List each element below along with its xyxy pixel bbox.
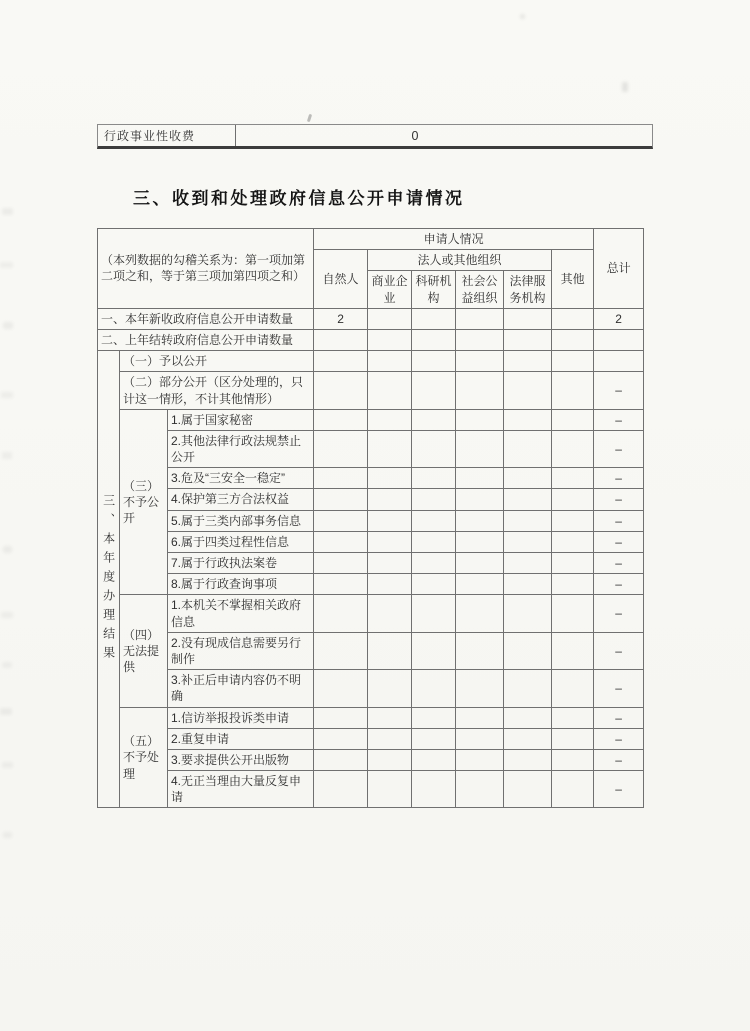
value-cell xyxy=(552,595,594,632)
row-label: 3.要求提供公开出版物 xyxy=(168,749,314,770)
value-cell xyxy=(456,372,504,409)
value-cell xyxy=(412,468,456,489)
value-cell xyxy=(368,329,412,350)
value-cell xyxy=(456,409,504,430)
header-other: 其他 xyxy=(552,250,594,309)
value-cell xyxy=(456,670,504,707)
row-label: 2.没有现成信息需要另行制作 xyxy=(168,632,314,669)
value-cell xyxy=(456,553,504,574)
value-cell xyxy=(368,510,412,531)
value-cell xyxy=(504,372,552,409)
value-cell xyxy=(314,553,368,574)
row-notprocessed-4 xyxy=(98,771,644,808)
value-cell xyxy=(314,749,368,770)
value-cell xyxy=(552,632,594,669)
value-cell xyxy=(368,409,412,430)
value-cell xyxy=(504,308,552,329)
value-cell xyxy=(368,595,412,632)
value-cell xyxy=(412,632,456,669)
fee-row-value: 0 xyxy=(411,128,419,143)
value-cell xyxy=(456,351,504,372)
value-cell xyxy=(552,329,594,350)
value-cell xyxy=(368,553,412,574)
fee-row-label: 行政事业性收费 xyxy=(98,125,236,146)
value-cell xyxy=(412,553,456,574)
value-cell xyxy=(504,749,552,770)
value-cell xyxy=(552,308,594,329)
value-cell xyxy=(552,409,594,430)
value-cell xyxy=(552,553,594,574)
total-cell xyxy=(594,329,644,350)
total-cell: – xyxy=(594,409,644,430)
table-note: （本列数据的勾稽关系为：第一项加第二项之和，等于第三项加第四项之和） xyxy=(98,229,314,309)
value-cell xyxy=(368,771,412,808)
group-label-denied: （三）不予公开 xyxy=(120,409,168,595)
row-label: 3.危及“三安全一稳定” xyxy=(168,468,314,489)
row-label: 2.其他法律行政法规禁止公开 xyxy=(168,430,314,467)
value-cell xyxy=(504,670,552,707)
scan-artifact xyxy=(307,114,312,123)
value-cell xyxy=(456,531,504,552)
row-notprocessed-2 xyxy=(98,728,644,749)
row-label: 5.属于三类内部事务信息 xyxy=(168,510,314,531)
value-cell xyxy=(504,489,552,510)
value-cell xyxy=(552,531,594,552)
row-denied-8 xyxy=(98,574,644,595)
row-denied-6 xyxy=(98,531,644,552)
value-cell xyxy=(368,351,412,372)
value-cell xyxy=(412,531,456,552)
value-cell xyxy=(456,749,504,770)
value-cell xyxy=(504,329,552,350)
scan-artifact xyxy=(1,392,13,398)
value-cell xyxy=(412,728,456,749)
value-cell xyxy=(412,595,456,632)
value-cell xyxy=(552,510,594,531)
scan-artifact xyxy=(520,14,525,19)
scan-artifact xyxy=(622,82,628,92)
total-cell xyxy=(594,351,644,372)
value-cell xyxy=(552,728,594,749)
row-label: 8.属于行政查询事项 xyxy=(168,574,314,595)
header-natural-person: 自然人 xyxy=(314,250,368,309)
value-cell xyxy=(552,670,594,707)
header-total: 总计 xyxy=(594,229,644,309)
row-label: 7.属于行政执法案卷 xyxy=(168,553,314,574)
total-cell: 2 xyxy=(594,308,644,329)
row-label: 二、上年结转政府信息公开申请数量 xyxy=(98,329,314,350)
value-cell xyxy=(314,771,368,808)
value-cell xyxy=(368,430,412,467)
scan-artifact xyxy=(2,208,13,215)
value-cell xyxy=(314,351,368,372)
group-label-unable: （四）无法提供 xyxy=(120,595,168,707)
value-cell xyxy=(552,749,594,770)
value-cell xyxy=(504,574,552,595)
row-denied-4 xyxy=(98,489,644,510)
value-cell xyxy=(552,707,594,728)
value-cell xyxy=(412,308,456,329)
value-cell xyxy=(314,510,368,531)
row-partially-granted xyxy=(98,372,644,409)
value-cell: 2 xyxy=(314,308,368,329)
total-cell: – xyxy=(594,595,644,632)
value-cell xyxy=(504,531,552,552)
value-cell xyxy=(504,632,552,669)
row-label: 一、本年新收政府信息公开申请数量 xyxy=(98,308,314,329)
value-cell xyxy=(314,372,368,409)
section-title: 三、收到和处理政府信息公开申请情况 xyxy=(133,189,465,208)
value-cell xyxy=(456,728,504,749)
total-cell: – xyxy=(594,632,644,669)
value-cell xyxy=(456,430,504,467)
value-cell xyxy=(368,749,412,770)
scan-artifact xyxy=(1,612,13,618)
value-cell xyxy=(314,670,368,707)
value-cell xyxy=(368,372,412,409)
value-cell xyxy=(504,430,552,467)
row-label: 4.保护第三方合法权益 xyxy=(168,489,314,510)
value-cell xyxy=(314,632,368,669)
total-cell: – xyxy=(594,510,644,531)
total-cell: – xyxy=(594,728,644,749)
value-cell xyxy=(552,430,594,467)
row-notprocessed-1 xyxy=(98,707,644,728)
value-cell xyxy=(368,670,412,707)
group-label-not-processed: （五）不予处理 xyxy=(120,707,168,808)
scan-artifact xyxy=(2,452,12,459)
header-legal-service-org: 法律服务机构 xyxy=(504,271,552,308)
value-cell xyxy=(552,372,594,409)
scan-artifact xyxy=(3,546,12,553)
row-denied-7 xyxy=(98,553,644,574)
value-cell xyxy=(368,531,412,552)
value-cell xyxy=(456,329,504,350)
row-unable-2 xyxy=(98,632,644,669)
value-cell xyxy=(456,574,504,595)
value-cell xyxy=(504,468,552,489)
value-cell xyxy=(314,468,368,489)
value-cell xyxy=(412,670,456,707)
row-carryover xyxy=(98,329,644,350)
value-cell xyxy=(314,430,368,467)
value-cell xyxy=(552,771,594,808)
total-cell: – xyxy=(594,489,644,510)
value-cell xyxy=(412,574,456,595)
value-cell xyxy=(552,351,594,372)
value-cell xyxy=(314,707,368,728)
header-legal-or-other: 法人或其他组织 xyxy=(368,250,552,271)
value-cell xyxy=(368,468,412,489)
value-cell xyxy=(368,308,412,329)
value-cell xyxy=(552,574,594,595)
row-new-requests xyxy=(98,308,644,329)
value-cell xyxy=(314,409,368,430)
scan-artifact xyxy=(2,762,13,768)
fee-table-row xyxy=(97,124,653,149)
header-public-welfare-org: 社会公益组织 xyxy=(456,271,504,308)
value-cell xyxy=(412,707,456,728)
total-cell: – xyxy=(594,707,644,728)
scan-artifact xyxy=(3,322,13,329)
value-cell xyxy=(504,771,552,808)
row-label: （二）部分公开（区分处理的，只计这一情形，不计其他情形） xyxy=(120,372,314,409)
row-denied-2 xyxy=(98,430,644,467)
row-notprocessed-3 xyxy=(98,749,644,770)
row-granted xyxy=(98,351,644,372)
scan-artifact xyxy=(0,262,13,268)
value-cell xyxy=(314,574,368,595)
requests-table xyxy=(97,228,644,808)
value-cell xyxy=(552,489,594,510)
row-denied-3 xyxy=(98,468,644,489)
value-cell xyxy=(412,771,456,808)
row-unable-1 xyxy=(98,595,644,632)
value-cell xyxy=(504,553,552,574)
value-cell xyxy=(456,468,504,489)
scan-artifact xyxy=(2,662,12,668)
row-label: 6.属于四类过程性信息 xyxy=(168,531,314,552)
scan-artifact xyxy=(0,708,12,715)
total-cell: – xyxy=(594,771,644,808)
value-cell xyxy=(368,728,412,749)
value-cell xyxy=(412,510,456,531)
row-label: 2.重复申请 xyxy=(168,728,314,749)
total-cell: – xyxy=(594,574,644,595)
total-cell: – xyxy=(594,372,644,409)
row-label: （一）予以公开 xyxy=(120,351,314,372)
value-cell xyxy=(504,728,552,749)
total-cell: – xyxy=(594,531,644,552)
row-label: 1.属于国家秘密 xyxy=(168,409,314,430)
value-cell xyxy=(504,595,552,632)
value-cell xyxy=(504,707,552,728)
value-cell xyxy=(368,707,412,728)
value-cell xyxy=(504,409,552,430)
value-cell xyxy=(412,430,456,467)
row-denied-5 xyxy=(98,510,644,531)
row-label: 1.本机关不掌握相关政府信息 xyxy=(168,595,314,632)
value-cell xyxy=(456,632,504,669)
value-cell xyxy=(456,595,504,632)
row-label: 1.信访举报投诉类申请 xyxy=(168,707,314,728)
value-cell xyxy=(412,489,456,510)
scan-artifact xyxy=(3,832,12,838)
value-cell xyxy=(368,574,412,595)
row-label: 3.补正后申请内容仍不明确 xyxy=(168,670,314,707)
total-cell: – xyxy=(594,749,644,770)
value-cell xyxy=(314,329,368,350)
value-cell xyxy=(412,351,456,372)
value-cell xyxy=(456,510,504,531)
value-cell xyxy=(552,468,594,489)
header-applicant-info: 申请人情况 xyxy=(314,229,594,250)
value-cell xyxy=(412,409,456,430)
value-cell xyxy=(456,489,504,510)
total-cell: – xyxy=(594,468,644,489)
value-cell xyxy=(504,510,552,531)
row-denied-1 xyxy=(98,409,644,430)
value-cell xyxy=(368,632,412,669)
value-cell xyxy=(368,489,412,510)
total-cell: – xyxy=(594,670,644,707)
value-cell xyxy=(456,707,504,728)
value-cell xyxy=(314,728,368,749)
value-cell xyxy=(314,489,368,510)
total-cell: – xyxy=(594,430,644,467)
total-cell: – xyxy=(594,553,644,574)
row-label: 4.无正当理由大量反复申请 xyxy=(168,771,314,808)
value-cell xyxy=(412,749,456,770)
value-cell xyxy=(456,771,504,808)
results-vertical-label: 三、本年度办理结果 xyxy=(98,351,120,808)
header-commercial-enterprise: 商业企业 xyxy=(368,271,412,308)
header-row-1 xyxy=(98,229,644,250)
value-cell xyxy=(314,595,368,632)
header-research-institution: 科研机构 xyxy=(412,271,456,308)
value-cell xyxy=(456,308,504,329)
value-cell xyxy=(504,351,552,372)
row-unable-3 xyxy=(98,670,644,707)
value-cell xyxy=(412,372,456,409)
value-cell xyxy=(412,329,456,350)
value-cell xyxy=(314,531,368,552)
